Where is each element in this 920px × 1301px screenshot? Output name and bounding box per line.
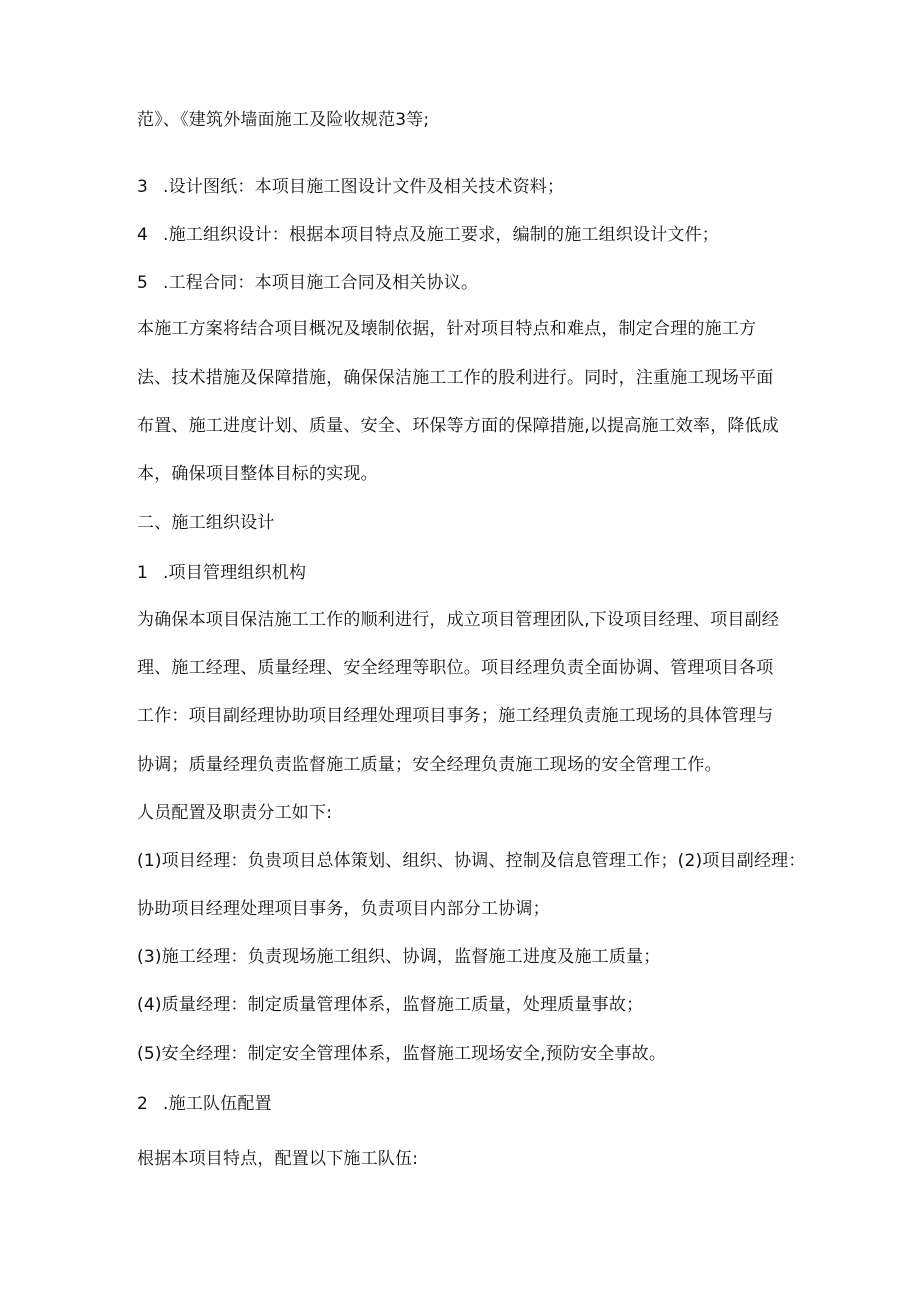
line-text: 理、施工经理、质量经理、安全经理等职位。项目经理负责全面协调、管理项目各项: [137, 658, 774, 678]
item-number: 1: [137, 563, 149, 583]
item-dot: .: [163, 273, 169, 293]
line-text: (3)施工经理：负责现场施工组织、协调，监督施工进度及施工质量；: [137, 947, 661, 967]
item-dot: .: [163, 1094, 169, 1114]
line-text: 本，确保项目整体目标的实现。: [137, 464, 378, 484]
item-number: 4: [137, 225, 149, 245]
heading-text: 二、施工组织设计: [137, 513, 275, 533]
paragraph-line: [137, 704, 773, 728]
line-text: 人员配置及职责分工如下:: [137, 803, 333, 823]
item-number: 5: [137, 273, 149, 293]
numbered-item-contract: [137, 271, 478, 295]
role-item: [137, 945, 660, 969]
line-text: 根据本项目特点，配置以下施工队伍:: [137, 1149, 419, 1169]
role-item: [137, 993, 643, 1017]
item-text: 设计图纸：本项目施工图设计文件及相关技术资料；: [168, 177, 565, 197]
line-text: 布置、施工进度计划、质量、安全、环保等方面的保障措施,以提高施工效率，降低成: [137, 416, 780, 436]
item-number: 2: [137, 1094, 149, 1114]
paragraph-line: [137, 317, 756, 341]
item-text: 工程合同：本项目施工合同及相关协议。: [168, 273, 479, 293]
line-text: (1)项目经理：负贵项目总体策划、组织、协调、控制及信息管理工作；(2)项目副经理：: [137, 851, 806, 871]
item-dot: .: [163, 563, 169, 583]
section-heading: [137, 511, 275, 535]
item-text: 施工队伍配置: [168, 1094, 272, 1114]
numbered-item-mgmt-org: [137, 561, 306, 585]
paragraph-line: [137, 1147, 418, 1171]
paragraph-line: [137, 801, 332, 825]
numbered-item-design-drawings: [137, 175, 564, 199]
paragraph-line: [137, 108, 429, 132]
line-text: 工作：项目副经理协助项目经理处理项目事务；施工经理负责施工现场的具体管理与: [137, 706, 774, 726]
line-text: 范》、《建筑外墙面施工及险收规范3等;: [137, 110, 430, 130]
paragraph-line: [137, 366, 773, 390]
item-number: 3: [137, 177, 149, 197]
role-item: [137, 849, 806, 873]
item-dot: .: [163, 177, 169, 197]
item-dot: .: [163, 225, 169, 245]
paragraph-line: [137, 753, 722, 777]
paragraph-line: [137, 462, 378, 486]
line-text: 协调；质量经理负责监督施工质量；安全经理负责施工现场的安全管理工作。: [137, 755, 722, 775]
paragraph-line: [137, 608, 779, 632]
item-text: 施工组织设计：根据本项目特点及施工要求，编制的施工组织设计文件；: [168, 225, 720, 245]
numbered-item-team: [137, 1092, 272, 1116]
numbered-item-org-design: [137, 223, 719, 247]
line-text: (4)质量经理：制定质量管理体系，监督施工质量，处理质量事故；: [137, 995, 644, 1015]
line-text: 协助项目经理处理项目事务，负责项目内部分工协调；: [137, 899, 550, 919]
line-text: 法、技术措施及保障措施，确保保洁施工工作的股利进行。同时，注重施工现场平面: [137, 368, 774, 388]
paragraph-line: [137, 897, 550, 921]
line-text: 本施工方案将结合项目概况及壊制依据，针对项目特点和难点，制定合理的施工方: [137, 319, 757, 339]
paragraph-line: [137, 656, 773, 680]
item-text: 项目管理组织机构: [168, 563, 307, 583]
role-item: [137, 1042, 666, 1066]
line-text: (5)安全经理：制定安全管理体系，监督施工现场安全,预防安全事故。: [137, 1044, 667, 1064]
paragraph-line: [137, 414, 779, 438]
line-text: 为确保本项目保洁施工工作的顺利进行，成立项目管理团队,下设项目经理、项目副经: [137, 610, 780, 630]
